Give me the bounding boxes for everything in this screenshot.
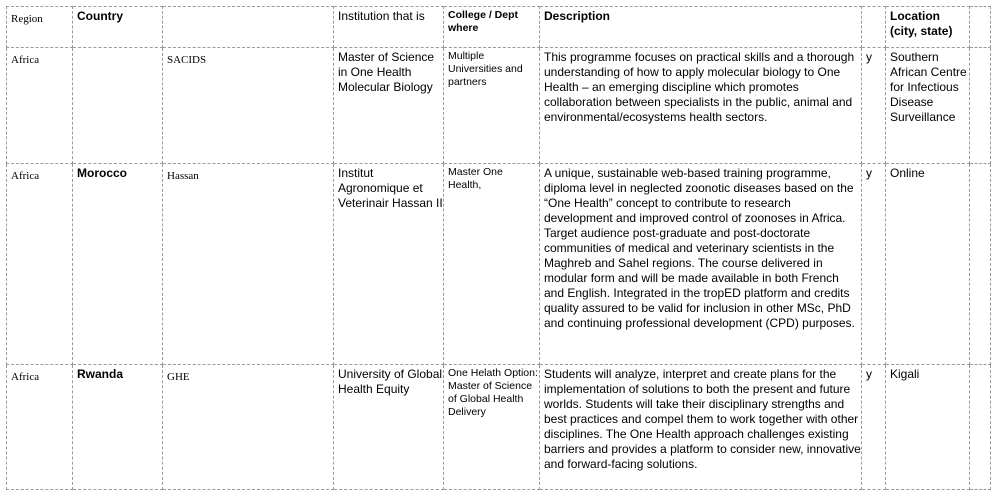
- header-college: College / Dept where: [444, 7, 540, 48]
- header-location: Location (city, state): [886, 7, 970, 48]
- header-flag: [862, 7, 886, 48]
- cell-abbr: Hassan: [163, 164, 334, 365]
- table-row: [7, 365, 991, 490]
- cell-college: One Helath Option: Master of Science of Global Health Delivery: [444, 365, 540, 490]
- cell-flag: y: [862, 365, 886, 490]
- cell-extra: [970, 164, 991, 365]
- cell-college: Multiple Universities and partners: [444, 48, 540, 164]
- cell-abbr: GHE: [163, 365, 334, 490]
- header-description: Description: [540, 7, 862, 48]
- header-extra: [970, 7, 991, 48]
- header-institution: Institution that is: [334, 7, 444, 48]
- cell-institution: University of Global Health Equity: [334, 365, 444, 490]
- cell-location: Kigali: [886, 365, 970, 490]
- cell-institution: Institut Agronomique et Veterinair Hassan II: [334, 164, 444, 365]
- cell-location: Online: [886, 164, 970, 365]
- header-blank: [163, 7, 334, 48]
- cell-institution: Master of Science in One Health Molecular Biology: [334, 48, 444, 164]
- table-row: [7, 48, 991, 164]
- programs-table: [6, 6, 991, 490]
- cell-extra: [970, 48, 991, 164]
- header-region: Region: [7, 7, 73, 48]
- cell-description: A unique, sustainable web-based training programme, diploma level in neglected zoonotic diseases based on the “One Health” concept to contribute to research development and improved control of zoonoses in Africa. Target audience post-graduate and post-doctorate communities of medical and veterinary scientists in the Maghreb and Sahel regions. The course delivered in modular form and will be made available in both French and English. Integrated in the tropED platform and credits quality assured to be valid for inclusion in other MSc, PhD and continuing professional development (CPD) purposes.: [540, 164, 862, 365]
- cell-flag: y: [862, 164, 886, 365]
- cell-description: This programme focuses on practical skills and a thorough understanding of how to apply molecular biology to One Health – an emerging discipline which promotes collaboration between specialists in the public, animal and environmental/ecosystems health sectors.: [540, 48, 862, 164]
- header-country: Country: [73, 7, 163, 48]
- cell-region: Africa: [7, 365, 73, 490]
- cell-country: [73, 48, 163, 164]
- table-row: [7, 164, 991, 365]
- cell-region: Africa: [7, 164, 73, 365]
- cell-description: Students will analyze, interpret and create plans for the implementation of solutions to both the present and future worlds. Students will take their disciplinary strengths and best practices and compel them to work together with other disciplines. The One Health approach challenges existing barriers and provides a platform to consider new, innovative and forward-facing solutions.: [540, 365, 862, 490]
- cell-country: Morocco: [73, 164, 163, 365]
- cell-flag: y: [862, 48, 886, 164]
- cell-country: Rwanda: [73, 365, 163, 490]
- cell-location: Southern African Centre for Infectious Disease Surveillance: [886, 48, 970, 164]
- header-row: [7, 7, 991, 48]
- cell-region: Africa: [7, 48, 73, 164]
- cell-abbr: SACIDS: [163, 48, 334, 164]
- cell-college: Master One Health,: [444, 164, 540, 365]
- cell-extra: [970, 365, 991, 490]
